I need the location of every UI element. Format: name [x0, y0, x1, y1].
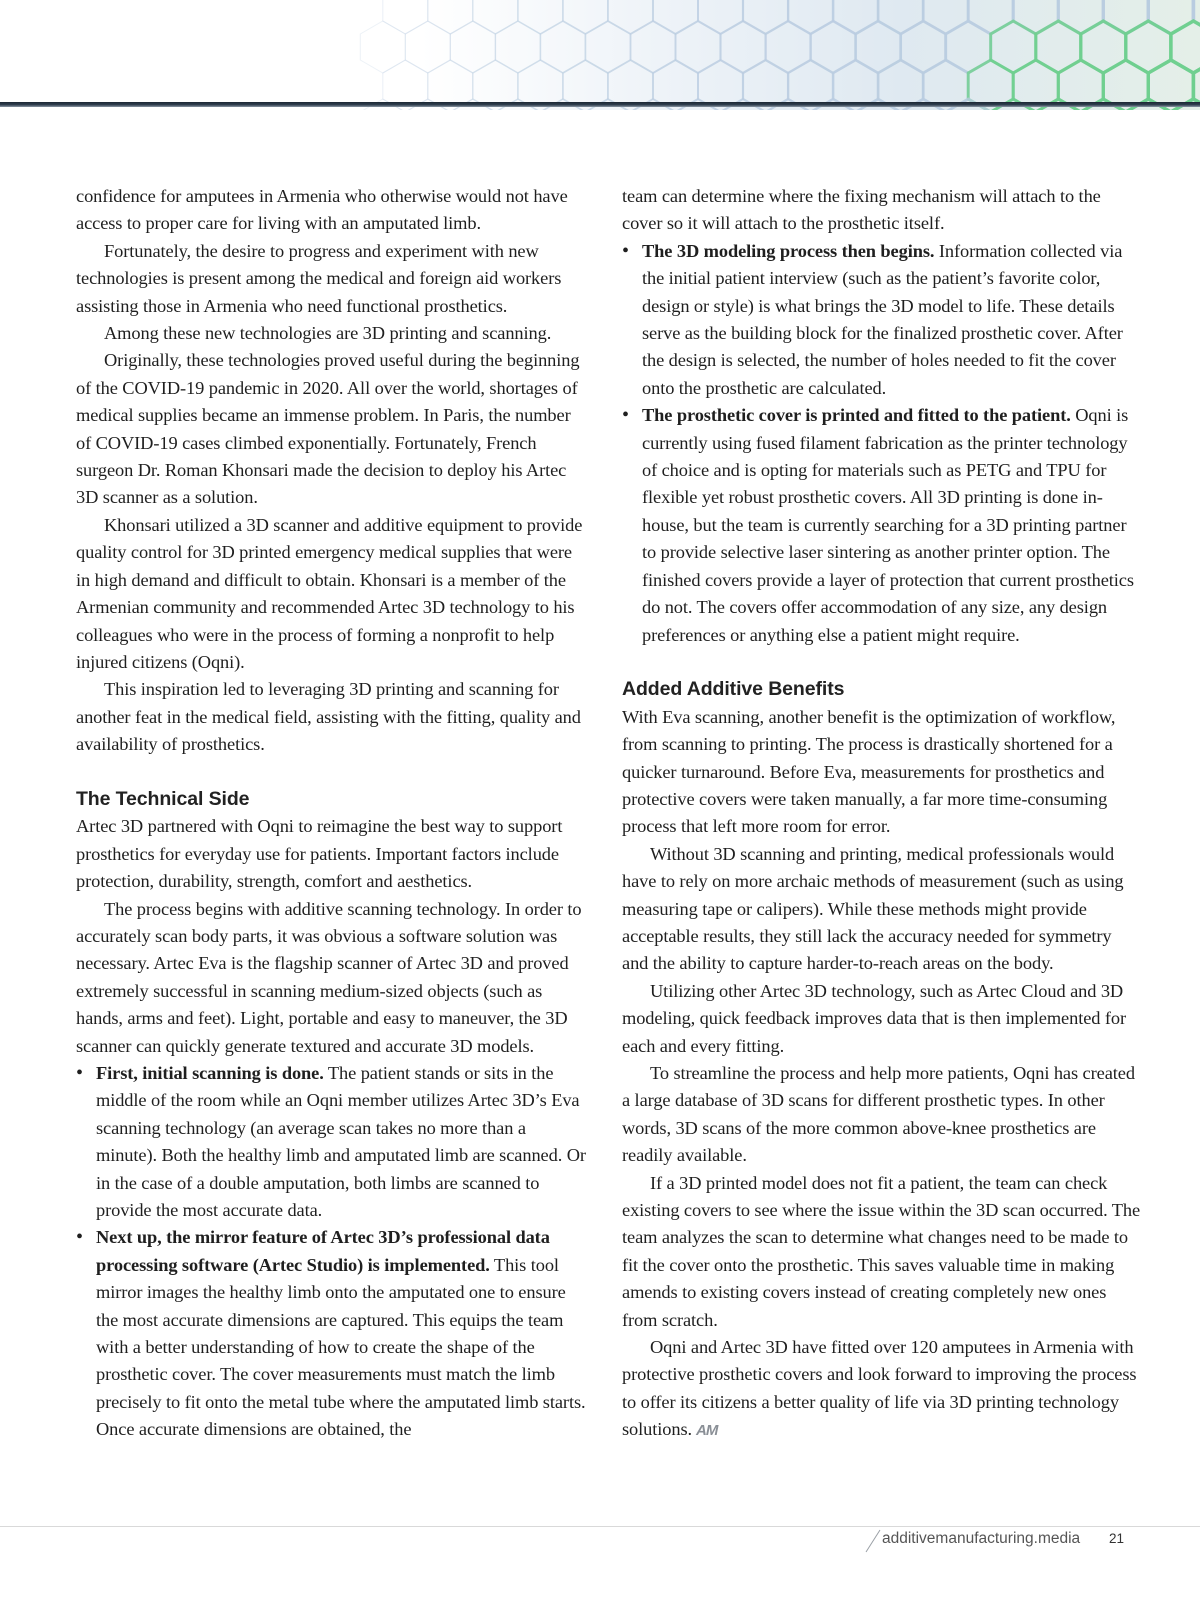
paragraph: Utilizing other Artec 3D technology, such as Artec Cloud and 3D modeling, quick feedback improves data that is then implemented for each and every fitting. — [622, 980, 1126, 1056]
section-heading-technical-side: The Technical Side — [76, 787, 250, 810]
hexagon-shape — [968, 0, 1013, 34]
paragraph — [622, 1334, 1142, 1445]
hexagon-shape — [788, 0, 833, 34]
paragraph: Without 3D scanning and printing, medical professionals would have to rely on more archaic methods of measurement (such as using measuring tape or calipers). While these methods might provide acceptable results, they still lack the accuracy needed for symmetry and the ability to capture harder-to-reach areas on the body. — [622, 843, 1124, 974]
hexagon-shape — [743, 0, 788, 34]
paragraph: Among these new technologies are 3D printing and scanning. — [104, 323, 552, 344]
hexagon-shape — [563, 0, 608, 34]
hexagon-shape — [923, 0, 968, 34]
list-item-lead: Next up, the mirror feature of Artec 3D’s professional data processing software (Artec Studio) is implemented. — [96, 1227, 550, 1275]
left-column — [76, 183, 590, 1444]
hexagon-shape — [1171, 21, 1200, 73]
hexagon-shape — [1058, 0, 1103, 34]
paragraph: team can determine where the fixing mechanism will attach to the cover so it will attach to the prosthetic itself. — [622, 186, 1101, 234]
paragraph: confidence for amputees in Armenia who otherwise would not have access to proper care for living with an amputated limb. — [76, 186, 568, 234]
am-end-mark-icon: AM — [696, 1422, 718, 1440]
hexagon-shape — [653, 0, 698, 34]
paragraph: Artec 3D partnered with Oqni to reimagine the best way to support prosthetics for everyday use for patients. Important factors include protection, durability, strength, comfort and aesthetics. — [76, 816, 563, 892]
page-header — [0, 0, 1200, 110]
list-item-text: The patient stands or sits in the middle of the room while an Oqni member utilizes Artec 3D’s Eva scanning technology (an average scan takes no more than a minute). Both the healthy limb and amputated limb are scanned. Or in the case of a double amputation, both limbs are scanned to provide the most accurate data. — [96, 1062, 586, 1221]
section-heading-added-benefits: Added Additive Benefits — [622, 678, 845, 701]
paragraph: With Eva scanning, another benefit is the optimization of workflow, from scanning to printing. The process is drastically shortened for a quicker turnaround. Before Eva, measurements for prosthetics and protective covers were taken manually, a far more time-consuming process that left more room for error. — [622, 706, 1116, 837]
hexagon-shape — [1013, 0, 1058, 34]
hexagon-shape — [495, 21, 540, 73]
list-item-lead: First, initial scanning is done. — [96, 1062, 324, 1083]
list-item — [622, 402, 1142, 649]
closing-text: Oqni and Artec 3D have fitted over 120 amputees in Armenia with protective prosthetic covers and look forward to improving the process to offer its citizens a better quality of life via 3D printing technology solutions. — [622, 1337, 1137, 1440]
footer-url[interactable]: additivemanufacturing.media — [882, 1530, 1081, 1547]
hexagon-shape — [833, 0, 878, 34]
list-item-lead: The prosthetic cover is printed and fitted to the patient. — [642, 405, 1071, 426]
paragraph: To streamline the process and help more patients, Oqni has created a large database of 3D scans for different prosthetic types. In other words, 3D scans of the more common above-knee prosthetics are readily available. — [622, 1062, 1135, 1166]
page-number: 21 — [1109, 1531, 1125, 1546]
list-item-text: Information collected via the initial patient interview (such as the patient’s favorite color, design or style) is what brings the 3D model to life. These details serve as the building block for the finalized prosthetic cover. After the design is selected, the number of holes needed to fit the cover onto the prosthetic are calculated. — [642, 240, 1123, 398]
list-item — [622, 238, 1142, 402]
hexagon-shape — [1193, 0, 1200, 34]
hexagon-shape — [383, 0, 428, 34]
list-item — [76, 1224, 590, 1443]
hexagon-shape — [1148, 0, 1193, 34]
hexagon-shape — [608, 0, 653, 34]
paragraph: Khonsari utilized a 3D scanner and additive equipment to provide quality control for 3D printed emergency medical supplies that were in high demand and difficult to obtain. Khonsari is a member of the Armenian community and recommended Artec 3D technology to his colleagues who were in the process of forming a nonprofit to help injured citizens (Oqni). — [76, 514, 583, 672]
hexagon-shape — [405, 21, 450, 73]
paragraph: If a 3D printed model does not fit a patient, the team can check existing covers to see where the issue within the 3D scan occurred. The team analyzes the scan to determine what changes need to be made to fit the cover onto the prosthetic. This saves valuable time in making amends to existing covers instead of creating completely new ones from scratch. — [622, 1172, 1141, 1330]
list-item-text: Oqni is currently using fused filament fabrication as the printer technology of choice and is opting for materials such as PETG and TPU for flexible yet robust prosthetic covers. All 3D printing is done in-house, but the team is currently searching for a 3D printing partner to provide selective laser sintering as another printer option. The finished covers provide a layer of protection that current prosthetics do not. The covers offer accommodation of any size, any design preferences or anything else a patient might require. — [642, 405, 1134, 645]
hexagon-shape — [721, 21, 766, 73]
list-item-lead: The 3D modeling process then begins. — [642, 240, 935, 261]
hexagon-pattern-icon — [0, 0, 1200, 110]
bullet-list — [622, 238, 1142, 649]
hexagon-shape — [698, 0, 743, 34]
list-item — [76, 1060, 590, 1224]
paragraph: This inspiration led to leveraging 3D printing and scanning for another feat in the medical field, assisting with the fitting, quality and availability of prosthetics. — [76, 679, 581, 755]
hexagon-shape — [1103, 0, 1148, 34]
list-item-text: This tool mirror images the healthy limb onto the amputated one to ensure the most accurate dimensions are captured. This equips the team with a better understanding of how to create the shape of the prosthetic cover. The cover measurements must match the limb precisely to fit onto the metal tube where the amputated limb starts. Once accurate dimensions are obtained, the — [96, 1254, 586, 1440]
footer-rule — [0, 1526, 1200, 1527]
paragraph: Originally, these technologies proved useful during the beginning of the COVID-19 pandemic in 2020. All over the world, shortages of medical supplies became an immense problem. In Paris, the number of COVID-19 cases climbed exponentially. Fortunately, French surgeon Dr. Roman Khonsari made the decision to deploy his Artec 3D scanner as a solution. — [76, 350, 580, 508]
paragraph: The process begins with additive scanning technology. In order to accurately scan body parts, it was obvious a software solution was necessary. Artec Eva is the flagship scanner of Artec 3D and proved extremely successful in scanning medium-sized objects (such as hands, arms and feet). Light, portable and easy to maneuver, the 3D scanner can quickly generate textured and accurate 3D models. — [76, 898, 582, 1056]
header-rule — [0, 102, 1200, 107]
paragraph: Fortunately, the desire to progress and experiment with new technologies is present among the medical and foreign aid workers assisting those in Armenia who need functional prosthetics. — [76, 240, 562, 316]
hexagon-shape — [676, 21, 721, 73]
hexagon-shape — [540, 21, 585, 73]
right-column — [622, 183, 1142, 1445]
hexagon-shape — [585, 21, 630, 73]
hexagon-shape — [360, 21, 405, 73]
hexagon-shape — [518, 0, 563, 34]
hexagon-shape — [878, 0, 923, 34]
hexagon-shape — [428, 0, 473, 34]
footer-slash-icon — [862, 1528, 884, 1554]
hexagon-shape — [450, 21, 495, 73]
hexagon-shape — [631, 21, 676, 73]
hexagon-shape — [473, 0, 518, 34]
bullet-list — [76, 1060, 590, 1444]
